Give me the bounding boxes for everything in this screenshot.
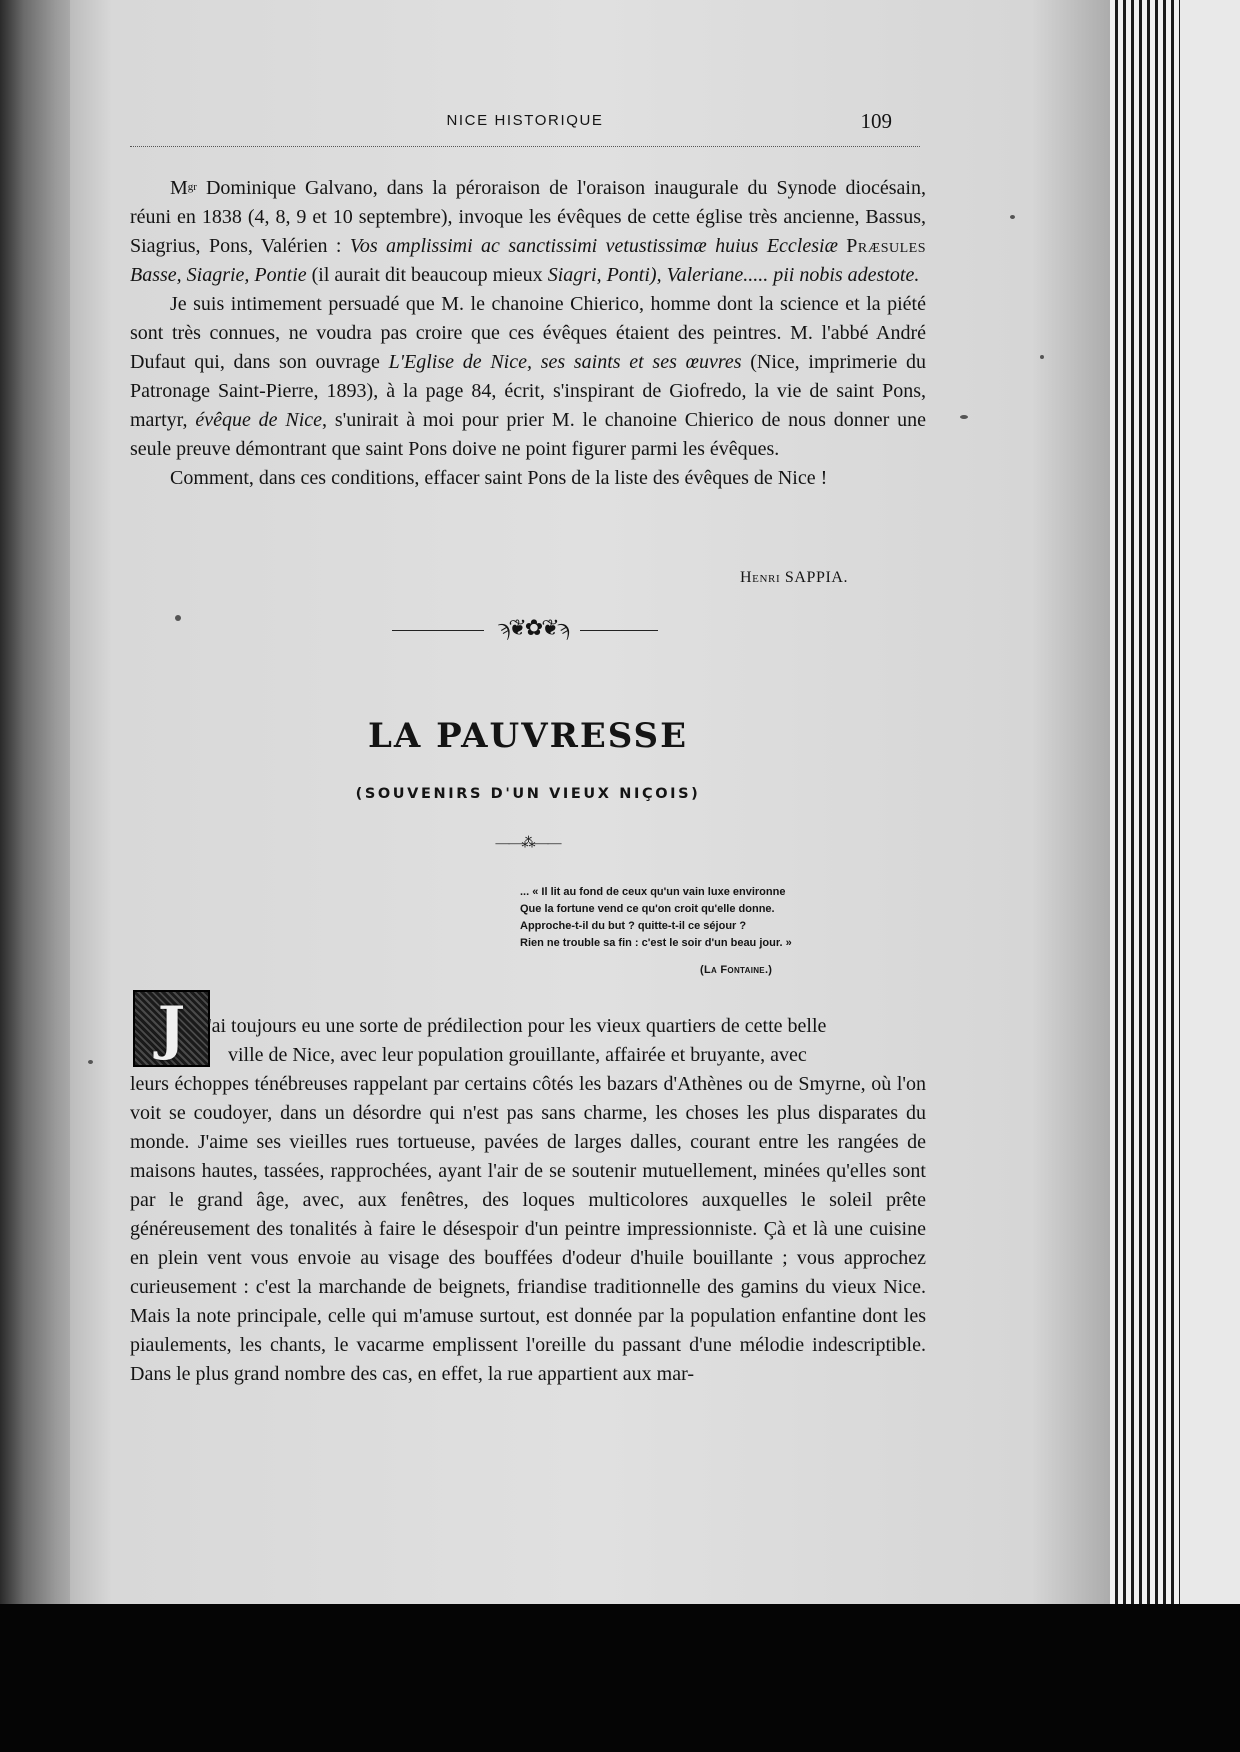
epigraph-line: Approche-t-il du but ? quitte-t-il ce séjour ? [520,920,747,932]
small-ornament-icon: ——⁂—— [495,836,561,851]
superscript: gr [187,181,197,193]
article-title: LA PAUVRESSE [367,716,689,756]
author-signature: Henri SAPPIA. [740,569,849,586]
ornament-rule-left [392,630,484,631]
text-run: Je suis intimement persuadé que M. le chanoine Chierico, homme dont la science et la piété sont très connues, ne voudra pas croire que ces évêques étaient des peintres. M. l'abbé André Dufaut qui, dans son ouvrage [130,293,926,373]
epigraph-line: Que la fortune vend ce qu'on croit qu'elle donne. [520,903,775,915]
epigraph-attribution: (La Fontaine.) [700,964,773,976]
article-body [130,1012,926,1389]
text-run: (Nice, imprimerie du Patronage Saint-Pierre, 1893), à la page 84, écrit, s'inspirant de Giofredo, la vie de saint Pons, martyr, [130,351,926,431]
text-run: , s'unirait à moi pour prier M. le chanoine Chierico de nous donner une seule preuve démontrant que saint Pons doive ne point figurer parmi les évêques. [130,409,926,460]
epigraph-line: Rien ne trouble sa fin : c'est le soir d'un beau jour. » [520,937,792,949]
latin-quote: Vos amplissimi ac sanctissimi vetustissimæ huius Ecclesiæ [349,235,838,257]
scan-speck [1010,215,1015,219]
ornament-rule-right [580,630,658,631]
page-number: 109 [860,109,892,133]
paragraph [130,290,926,464]
text-run: M [170,177,188,199]
body-line [130,1041,926,1070]
page-edges [1110,0,1180,1604]
epigraph [520,884,860,952]
article-subtitle: (SOUVENIRS D'UN VIEUX NIÇOIS) [355,786,701,802]
scan-speck [960,415,968,419]
text-run: (il aurait dit beaucoup mieux [306,264,548,286]
scan-speck [175,615,181,621]
header-rule [130,146,920,147]
body-line [130,1012,926,1041]
book-title: L'Eglise de Nice, ses saints et ses œuvres [388,351,742,373]
dropcap-letter: J [157,994,186,1062]
text-run: 'ai toujours eu une sorte de prédilection pour les vieux quartiers de cette belle [208,1015,827,1037]
small-caps-word: Præsules [846,235,926,257]
running-head [130,109,920,138]
book-gutter [0,0,80,1604]
latin-quote: Siagri, Ponti), Valeriane..... pii nobis adestote. [547,264,920,286]
page-edges-end [1180,0,1240,1604]
text-run: ville de Nice, avec leur population grouillante, affairée et bruyante, avec [228,1044,807,1066]
italic-phrase: évêque de Nice [195,409,322,431]
paragraph: Comment, dans ces conditions, effacer saint Pons de la liste des évêques de Nice ! [170,467,828,489]
body-paragraph: leurs échoppes ténébreuses rappelant par certains côtés les bazars d'Athènes ou de Smyrne, où l'on voit se coudoyer, dans un désordre qui n'est pas sans charme, les choses les plus disparates du monde. J'aime ses vieilles rues tortueuse, pavées de larges dalles, courant entre les rangées de maisons hautes, tassées, rapprochées, ayant l'air de se soutenir mutuellement, minées qu'elles sont par le grand âge, avec, aux fenêtres, des loques multicolores auxquelles le soleil prête généreusement des tonalités à faire le désespoir d'un peintre impressionniste. Çà et là une cuisine en plein vent vous envoie au visage des bouffées d'odeur d'huile bouillante ; vous approchez curieusement : c'est la marchande de beignets, friandise traditionnelle des gamins du vieux Nice. Mais la note principale, celle qui m'amuse surtout, est donnée par la population enfantine dont les piaulements, les chants, le vacarme emplissent l'oreille du passant d'une mélodie indescriptible. Dans le plus grand nombre des cas, en effet, la rue appartient aux mar- [130,1073,926,1385]
paragraph [130,174,926,290]
scan-background [0,1604,1240,1752]
running-title: NICE HISTORIQUE [446,112,604,129]
scan-speck [1040,355,1044,359]
text-run: Dominique Galvano, dans la péroraison de l'oraison inaugurale du Synode diocésain, réuni en 1838 (4, 8, 9 et 10 septembre), invoque les évêques de cette église très ancienne, Bassus, Siagrius, Pons, Valérien : [130,177,926,257]
ornament-icon: ϡ❦✿❦ϡ [498,615,568,640]
previous-article-text [130,174,926,493]
scan-speck [88,1060,93,1064]
latin-quote: Basse, Siagrie, Pontie [130,264,307,286]
epigraph-line: ... « Il lit au fond de ceux qu'un vain luxe environne [520,886,786,898]
